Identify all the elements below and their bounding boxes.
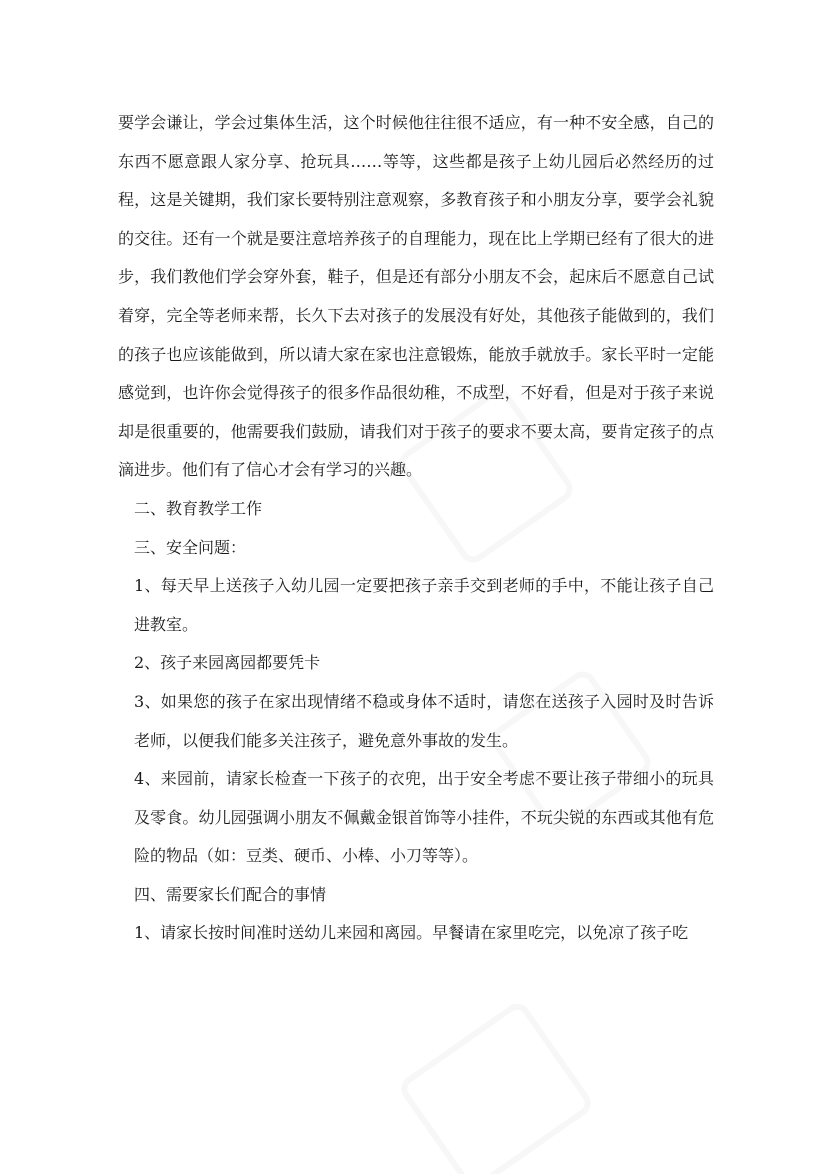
section-heading-cooperation: 四、需要家长们配合的事情 bbox=[134, 884, 327, 904]
paragraph-parenting-advice: 要学会谦让，学会过集体生活，这个时候他往往很不适应，有一种不安全感，自己的东西不愿意跟人家分享、抢玩具……等等，这些都是孩子上幼儿园后必然经历的过程，这是关键期，我们家长要特别注意观察，多教育孩子和小朋友分享，要学会礼貌的交往。还有一个就是要注意培养孩子的自理能力，现在比上学期已经有了很大的进步，我们教他们学会穿外套，鞋子，但是还有部分小朋友不会，起床后不愿意自己试着穿，完全等老师来帮，长久下去对孩子的发展没有好处，其他孩子能做到的，我们的孩子也应该能做到，所以请大家在家也注意锻炼，能放手就放手。家长平时一定能感觉到，也许你会觉得孩子的很多作品很幼稚，不成型，不好看，但是对于孩子来说却是很重要的，他需要我们鼓励，请我们对于孩子的要求不要太高，要肯定孩子的点滴进步。他们有了信心才会有学习的兴趣。 bbox=[118, 113, 714, 480]
watermark-shape bbox=[396, 998, 596, 1174]
document-body bbox=[118, 104, 714, 953]
safety-item-4: 4、来园前，请家长检查一下孩子的衣兜，出于安全考虑不要让孩子带细小的玩具及零食。幼儿园强调小朋友不佩戴金银首饰等小挂件，不玩尖锐的东西或其他有危险的物品（如：豆类、硬币、小棒、小刀等等）。 bbox=[134, 769, 714, 866]
safety-item-3: 3、如果您的孩子在家出现情绪不稳或身体不适时，请您在送孩子入园时及时告诉老师，以便我们能多关注孩子，避免意外事故的发生。 bbox=[134, 691, 714, 750]
section-heading-teaching: 二、教育教学工作 bbox=[134, 498, 263, 518]
cooperation-item-1: 1、请家长按时间准时送幼儿来园和离园。早餐请在家里吃完，以免凉了孩子吃 bbox=[134, 923, 689, 943]
safety-item-1: 1、每天早上送孩子入幼儿园一定要把孩子亲手交到老师的手中，不能让孩子自己进教室。 bbox=[134, 576, 714, 634]
section-heading-safety: 三、安全问题： bbox=[134, 537, 247, 557]
safety-item-2: 2、孩子来园离园都要凭卡 bbox=[134, 653, 321, 673]
